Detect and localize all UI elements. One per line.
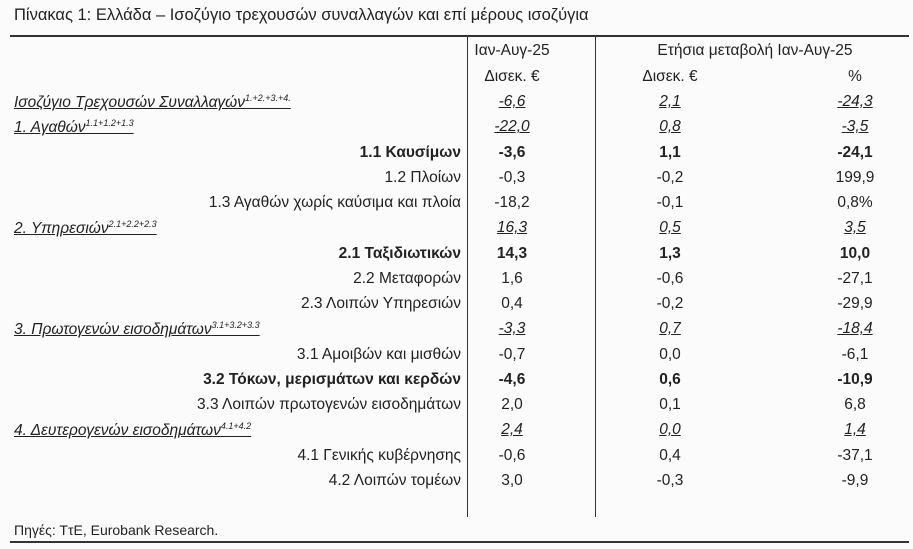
row-label-text: 3.3 Λοιπών πρωτογενών εισοδημάτων xyxy=(197,396,461,413)
source-note: Πηγές: ΤτΕ, Eurobank Research. xyxy=(14,522,219,538)
table-row xyxy=(0,472,913,497)
table-row xyxy=(0,169,913,194)
table-row xyxy=(0,295,913,320)
row-label-text: 3.1 Αμοιβών και μισθών xyxy=(296,345,461,363)
table-row xyxy=(0,396,913,421)
cell-value: -18,2 xyxy=(494,194,530,211)
row-label-text: Ισοζύγιο Τρεχουσών Συναλλαγών xyxy=(14,94,245,112)
cell-value: 0,8 xyxy=(659,118,681,136)
header-unit-2: Δισεκ. € xyxy=(642,68,698,85)
row-label xyxy=(297,346,461,364)
row-footnote: 3.1+3.2+3.3 xyxy=(211,320,260,331)
cell-value: 0,4 xyxy=(501,295,523,312)
table-row xyxy=(0,447,913,472)
row-footnote: 1.+2.+3.+4. xyxy=(244,93,291,103)
cell-value: 0,8% xyxy=(837,194,873,211)
cell-value: 0,5 xyxy=(659,219,681,237)
row-label-text: 4.2 Λοιπών τομέων xyxy=(328,471,461,489)
cell-value: 2,4 xyxy=(501,421,523,439)
cell-value: -37,1 xyxy=(837,446,873,464)
table-row xyxy=(0,320,913,345)
cell-value: -29,9 xyxy=(837,295,873,312)
row-label-text: 4.1 Γενικής κυβέρνησης xyxy=(297,446,461,464)
row-label-text: 2.2 Μεταφορών xyxy=(353,269,461,287)
cell-value: -24,1 xyxy=(837,143,873,161)
cell-value: 0,0 xyxy=(659,345,681,363)
row-label-text: 1.1 Καυσίμων xyxy=(359,143,461,161)
row-label xyxy=(14,118,134,137)
cell-value: 199,9 xyxy=(835,168,875,186)
cell-value: 0,4 xyxy=(659,446,681,464)
row-label xyxy=(353,270,461,288)
cell-value: 1,3 xyxy=(659,244,681,262)
header-period: Ιαν-Αυγ-25 xyxy=(474,42,550,59)
cell-value: -9,9 xyxy=(841,471,869,489)
cell-value: -0,3 xyxy=(498,168,526,186)
cell-value: -0,6 xyxy=(656,269,684,287)
table-row xyxy=(0,144,913,169)
row-label-text: 2.3 Λοιπών Υπηρεσιών xyxy=(300,295,461,312)
row-label xyxy=(14,219,157,238)
row-label-text: 1.3 Αγαθών χωρίς καύσιμα και πλοία xyxy=(208,194,461,211)
table-row xyxy=(0,219,913,244)
table-title: Πίνακας 1: Ελλάδα – Ισοζύγιο τρεχουσών συναλλαγών και επί μέρους ισοζύγια xyxy=(14,6,589,24)
cell-value: 3,0 xyxy=(501,471,523,489)
cell-value: 10,0 xyxy=(839,244,871,262)
table-row xyxy=(0,371,913,396)
cell-value: -6,6 xyxy=(498,93,526,110)
cell-value: 2,0 xyxy=(501,396,523,413)
table-row xyxy=(0,270,913,295)
cell-value: -3,3 xyxy=(498,320,526,338)
cell-value: 1,4 xyxy=(844,421,866,439)
cell-value: -3,5 xyxy=(841,118,869,136)
header-annual-change: Ετήσια μεταβολή Ιαν-Αυγ-25 xyxy=(657,42,853,59)
table-row xyxy=(0,346,913,371)
row-label xyxy=(385,169,461,187)
table-row xyxy=(0,421,913,446)
row-label-text: 3. Πρωτογενών εισοδημάτων xyxy=(14,321,212,339)
table-row xyxy=(0,194,913,219)
row-label xyxy=(14,320,260,339)
row-label-text: 4. Δευτερογενών εισοδημάτων xyxy=(14,422,221,440)
cell-value: 0,1 xyxy=(659,396,681,413)
row-label xyxy=(329,472,461,490)
bottom-rule xyxy=(10,541,909,543)
row-label-text: 1. Αγαθών xyxy=(14,119,86,137)
row-label xyxy=(339,245,461,263)
cell-value: -10,9 xyxy=(837,370,873,388)
cell-value: 2,1 xyxy=(659,93,681,110)
row-label-text: 3.2 Τόκων, μερισμάτων και κερδών xyxy=(203,370,461,388)
row-label xyxy=(14,93,291,112)
cell-value: -4,6 xyxy=(498,370,526,388)
cell-value: 1,1 xyxy=(659,143,681,161)
table-row xyxy=(0,93,913,118)
cell-value: 6,8 xyxy=(844,396,866,413)
table-row xyxy=(0,245,913,270)
cell-value: 14,3 xyxy=(496,244,528,262)
cell-value: 0,6 xyxy=(659,370,681,388)
cell-value: -0,3 xyxy=(656,471,684,489)
cell-value: 16,3 xyxy=(496,219,528,237)
row-label-text: 2. Υπηρεσιών xyxy=(14,220,109,238)
cell-value: -6,1 xyxy=(841,345,869,363)
row-label xyxy=(297,447,461,465)
cell-value: 1,6 xyxy=(501,269,523,287)
header-unit-1: Δισεκ. € xyxy=(484,68,540,85)
top-rule xyxy=(10,35,909,37)
row-footnote: 4.1+4.2 xyxy=(220,421,252,432)
row-label xyxy=(209,194,461,212)
cell-value: 0,0 xyxy=(659,421,681,439)
cell-value: -0,1 xyxy=(656,194,684,211)
cell-value: -3,6 xyxy=(498,143,526,161)
cell-value: 3,5 xyxy=(844,219,866,237)
row-footnote: 2.1+2.2+2.3 xyxy=(108,219,157,230)
cell-value: -0,7 xyxy=(498,345,526,363)
cell-value: -0,2 xyxy=(656,168,684,186)
row-label xyxy=(14,421,251,440)
cell-value: -0,6 xyxy=(498,446,526,464)
row-label-text: 2.1 Ταξιδιωτικών xyxy=(338,244,461,262)
cell-value: -22,0 xyxy=(494,118,530,136)
cell-value: 0,7 xyxy=(659,320,681,338)
cell-value: -27,1 xyxy=(837,269,873,287)
cell-value: -0,2 xyxy=(656,295,684,312)
cell-value: -18,4 xyxy=(837,320,873,338)
row-label xyxy=(197,396,461,414)
row-footnote: 1.1+1.2+1.3 xyxy=(85,118,134,129)
row-label-text: 1.2 Πλοίων xyxy=(384,168,461,186)
row-label xyxy=(203,371,461,389)
cell-value: -24,3 xyxy=(837,93,873,110)
table-row xyxy=(0,118,913,143)
row-label xyxy=(360,144,461,162)
header-unit-3: % xyxy=(848,68,862,85)
row-label xyxy=(301,295,461,313)
